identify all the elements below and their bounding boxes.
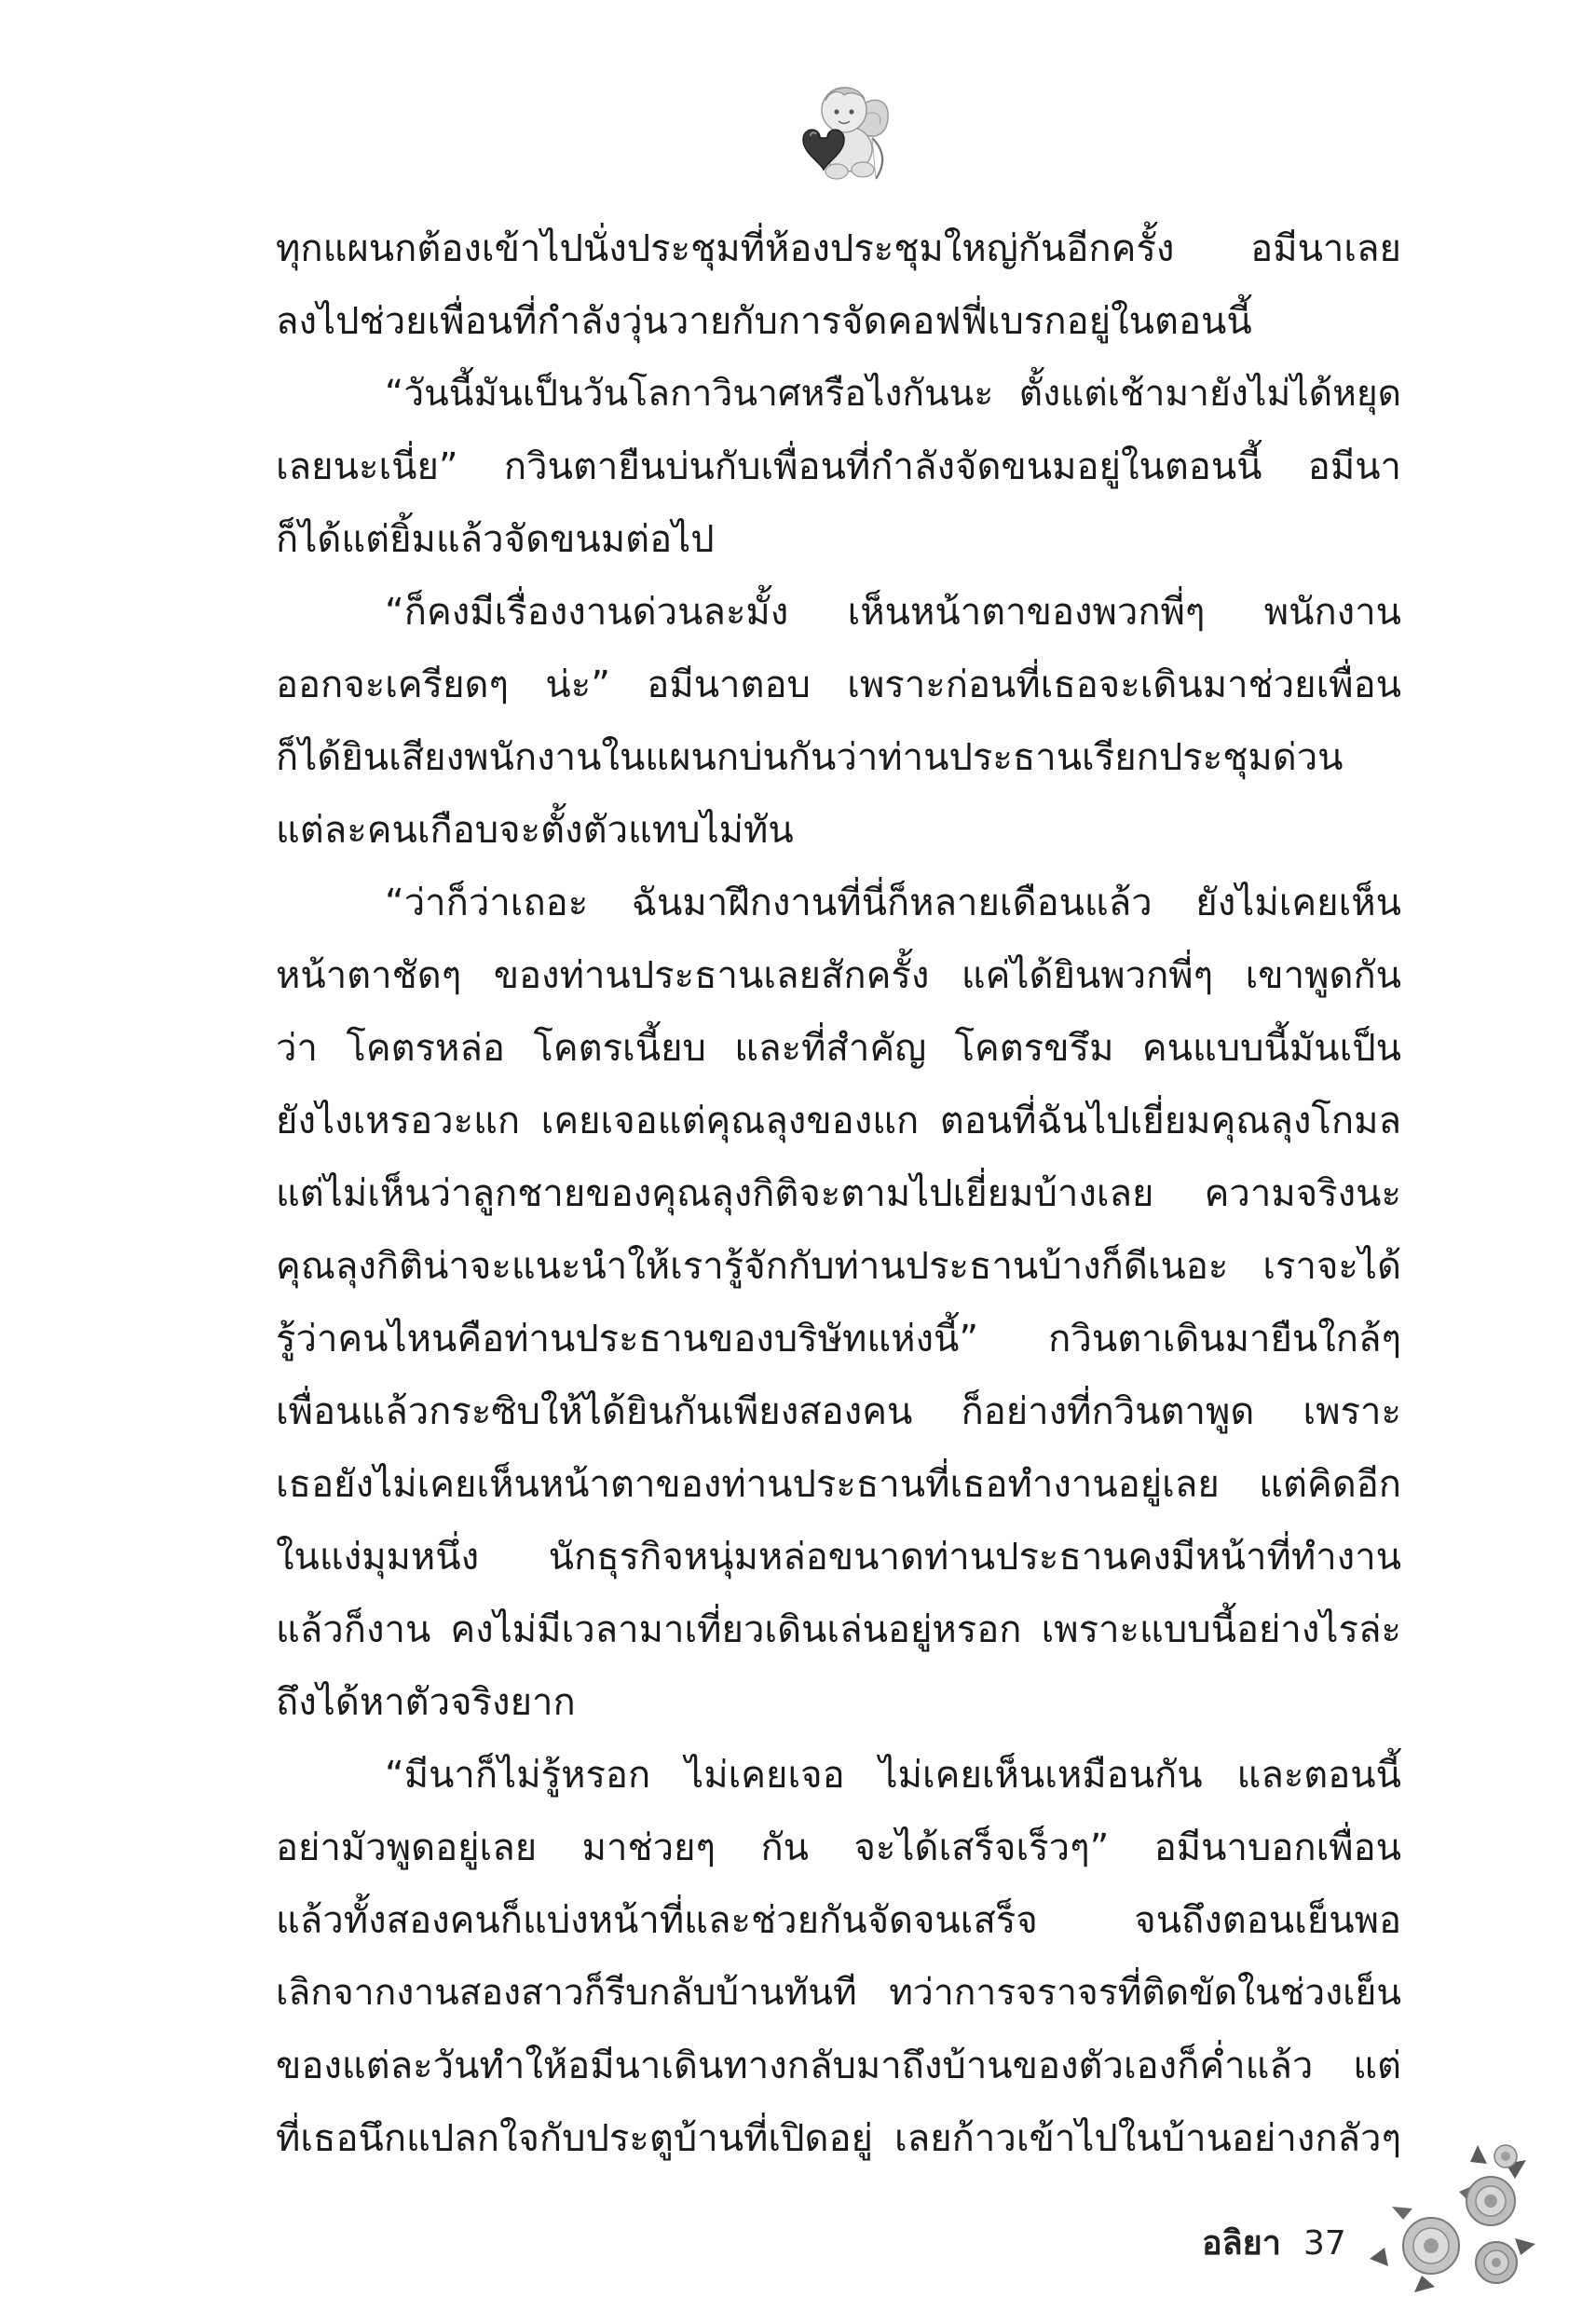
text-line: เลิกจากงานสองสาวก็รีบกลับบ้านทันที ทว่าการจราจรที่ติดขัดในช่วงเย็น (276, 1972, 1401, 2014)
cupid-heart-icon (783, 73, 899, 189)
text-line: “ว่าก็ว่าเถอะ ฉันมาฝึกงานที่นี่ก็หลายเดือนแล้ว ยังไม่เคยเห็น (385, 882, 1401, 924)
page-number: 37 (1303, 2224, 1346, 2263)
text-line: ก็ได้ยินเสียงพนักงานในแผนกบ่นกันว่าท่านประธานเรียกประชุมด่วน (276, 736, 1344, 779)
text-line: ออกจะเครียดๆ น่ะ” อมีนาตอบ เพราะก่อนที่เธอจะเดินมาช่วยเพื่อน (276, 663, 1401, 706)
text-line: รู้ว่าคนไหนคือท่านประธานของบริษัทแห่งนี้” กวินตาเดินมายืนใกล้ๆ (276, 1318, 1401, 1361)
text-line: แล้วทั้งสองคนก็แบ่งหน้าที่และช่วยกันจัดจนเสร็จ จนถึงตอนเย็นพอ (276, 1899, 1401, 1942)
text-line: “มีนาก็ไม่รู้หรอก ไม่เคยเจอ ไม่เคยเห็นเหมือนกัน และตอนนี้ (385, 1754, 1401, 1797)
text-line: หน้าตาชัดๆ ของท่านประธานเลยสักครั้ง แค่ได้ยินพวกพี่ๆ เขาพูดกัน (276, 954, 1401, 997)
text-line: ลงไปช่วยเพื่อนที่กำลังวุ่นวายกับการจัดคอฟฟี่เบรกอยู่ในตอนนี้ (276, 300, 1252, 343)
text-line: ในแง่มุมหนึ่ง นักธุรกิจหนุ่มหล่อขนาดท่านประธานคงมีหน้าที่ทำงาน (276, 1536, 1401, 1579)
text-line: ที่เธอนึกแปลกใจกับประตูบ้านที่เปิดอยู่ เลยก้าวเข้าไปในบ้านอย่างกลัวๆ (276, 2117, 1401, 2160)
text-line: เลยนะเนี่ย” กวินตายืนบ่นกับเพื่อนที่กำลังจัดขนมอยู่ในตอนนี้ อมีนา (276, 445, 1401, 488)
text-line: ทุกแผนกต้องเข้าไปนั่งประชุมที่ห้องประชุมใหญ่กันอีกครั้ง อมีนาเลย (276, 227, 1401, 270)
text-line: ถึงได้หาตัวจริงยาก (276, 1681, 576, 1724)
text-line: ยังไงเหรอวะแก เคยเจอแต่คุณลุงของแก ตอนที่ฉันไปเยี่ยมคุณลุงโกมล (276, 1100, 1401, 1142)
body-text (276, 212, 1401, 2175)
text-line: เธอยังไม่เคยเห็นหน้าตาของท่านประธานที่เธอทำงานอยู่เลย แต่คิดอีก (276, 1463, 1401, 1506)
text-line: ของแต่ละวันทำให้อมีนาเดินทางกลับมาถึงบ้านของตัวเองก็ค่ำแล้ว แต่ (276, 2044, 1401, 2087)
text-line: อย่ามัวพูดอยู่เลย มาช่วยๆ กัน จะได้เสร็จเร็วๆ” อมีนาบอกเพื่อน (276, 1826, 1401, 1869)
book-title: อลิยา (1202, 2224, 1281, 2263)
page-footer (1202, 2216, 1346, 2272)
text-line: แล้วก็งาน คงไม่มีเวลามาเที่ยวเดินเล่นอยู่หรอก เพราะแบบนี้อย่างไรล่ะ (276, 1608, 1401, 1651)
text-line: ว่า โคตรหล่อ โคตรเนี้ยบ และที่สำคัญ โคตรขรึม คนแบบนี้มันเป็น (276, 1027, 1401, 1070)
text-line: เพื่อนแล้วกระซิบให้ได้ยินกันเพียงสองคน ก็อย่างที่กวินตาพูด เพราะ (276, 1390, 1401, 1433)
text-line: แต่ไม่เห็นว่าลูกชายของคุณลุงกิติจะตามไปเยี่ยมบ้างเลย ความจริงนะ (276, 1172, 1401, 1215)
flower-ornament-icon (1366, 2136, 1543, 2294)
text-line: “ก็คงมีเรื่องงานด่วนละมั้ง เห็นหน้าตาของพวกพี่ๆ พนักงาน (385, 591, 1401, 634)
text-line: “วันนี้มันเป็นวันโลกาวินาศหรือไงกันนะ ตั้งแต่เช้ามายังไม่ได้หยุด (385, 373, 1401, 415)
text-line: แต่ละคนเกือบจะตั้งตัวแทบไม่ทัน (276, 809, 794, 852)
text-line: ก็ได้แต่ยิ้มแล้วจัดขนมต่อไป (276, 518, 715, 561)
text-line: คุณลุงกิติน่าจะแนะนำให้เรารู้จักกับท่านประธานบ้างก็ดีเนอะ เราจะได้ (276, 1245, 1401, 1288)
